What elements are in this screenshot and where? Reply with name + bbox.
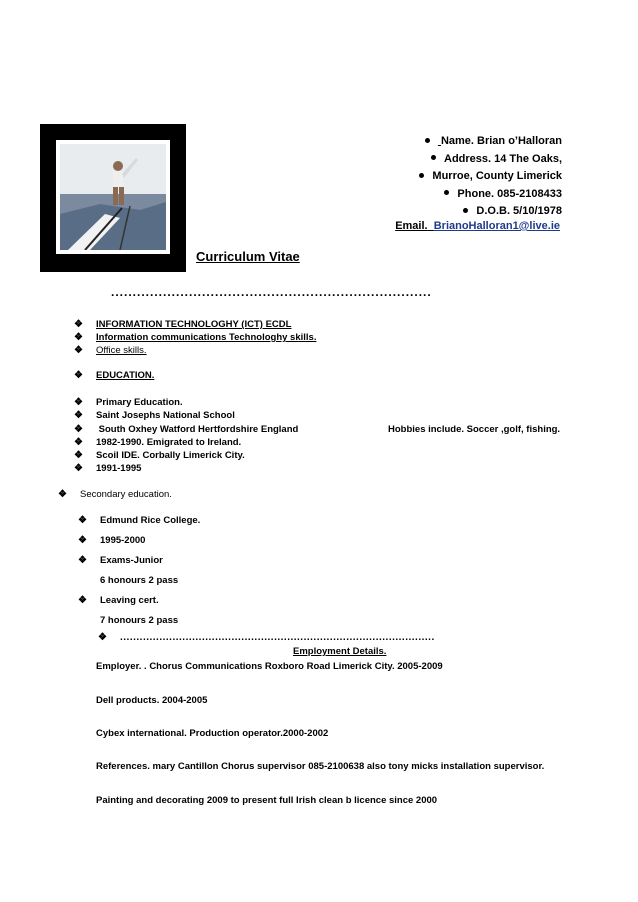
contact-phone-row [419, 186, 562, 204]
list-item [74, 332, 316, 343]
bullet-icon [419, 173, 424, 178]
primary-years: 1982-1990. Emigrated to Ireland. [96, 437, 242, 448]
junior-result: 6 honours 2 pass [100, 575, 179, 586]
employment-cybex: Cybex international. Production operator.2000-2002 [96, 728, 329, 739]
list-item [78, 515, 200, 526]
list-item [78, 535, 145, 546]
diamond-bullet-icon: ❖ [78, 535, 87, 546]
list-item [58, 489, 172, 500]
contact-dob-row [419, 203, 562, 221]
diamond-bullet-icon: ❖ [74, 332, 83, 343]
diamond-bullet-icon: ❖ [58, 489, 67, 500]
contact-address1-row [419, 151, 562, 169]
diamond-bullet-icon: ❖ [74, 319, 83, 330]
employment-heading: Employment Details. [293, 646, 387, 657]
primary-education: Primary Education. [96, 397, 183, 408]
diamond-bullet-icon: ❖ [74, 424, 83, 435]
list-item [74, 437, 241, 448]
bullet-icon [444, 190, 449, 195]
secondary-years: 1995-2000 [100, 535, 146, 546]
diamond-bullet-icon: ❖ [74, 450, 83, 461]
employment-employer: Employer. . Chorus Communications Roxboro Road Limerick City. 2005-2009 [96, 661, 443, 672]
diamond-bullet-icon: ❖ [74, 370, 83, 381]
skill-ict: INFORMATION TECHNOLOGHY (ICT) ECDL [96, 319, 292, 330]
profile-photo [56, 140, 170, 254]
leaving-cert: Leaving cert. [100, 595, 159, 606]
contact-dob: D.O.B. 5/10/1978 [476, 205, 562, 217]
primary-school: Saint Josephs National School [96, 410, 235, 421]
page-title: Curriculum Vitae [196, 249, 300, 264]
list-item [78, 595, 159, 606]
junior-exams: Exams-Junior [100, 555, 163, 566]
profile-photo-image [60, 144, 166, 250]
list-item [74, 424, 298, 435]
employment-references: References. mary Cantillon Chorus supervisor 085-2100638 also tony micks installation supervisor. [96, 761, 545, 772]
diamond-bullet-icon: ❖ [98, 632, 107, 643]
contact-name: Name. Brian o’Halloran [440, 135, 562, 147]
diamond-bullet-icon: ❖ [74, 437, 83, 448]
contact-address-line1: Address. 14 The Oaks, [444, 152, 562, 165]
list-item [74, 370, 154, 381]
employment-painting: Painting and decorating 2009 to present full Irish clean b licence since 2000 [96, 795, 438, 806]
email-link[interactable]: BrianoHalloran1@live.ie [433, 220, 560, 232]
dotted-separator: .......................................................................... [111, 285, 432, 299]
diamond-bullet-icon: ❖ [74, 397, 83, 408]
contact-phone: Phone. 085-2108433 [457, 187, 562, 200]
bullet-icon [463, 208, 468, 213]
skill-ict-communications: Information communications Technologhy skills. [96, 332, 317, 343]
profile-photo-frame [40, 124, 186, 272]
bullet-icon [425, 138, 430, 143]
diamond-bullet-icon: ❖ [78, 595, 87, 606]
diamond-bullet-icon: ❖ [78, 555, 87, 566]
list-item [74, 319, 291, 330]
diamond-bullet-icon: ❖ [74, 463, 83, 474]
list-item [74, 450, 245, 461]
list-item [78, 555, 163, 566]
list-item [74, 463, 141, 474]
contact-address2-row [419, 168, 562, 186]
primary-years-2: 1991-1995 [96, 463, 142, 474]
primary-school-location: South Oxhey Watford Hertfordshire England [98, 424, 299, 435]
contact-email [395, 220, 560, 232]
primary-school-2: Scoil IDE. Corbally Limerick City. [96, 450, 245, 461]
diamond-bullet-icon: ❖ [74, 345, 83, 356]
diamond-bullet-icon: ❖ [74, 410, 83, 421]
contact-address-line2: Murroe, County Limerick [432, 170, 562, 182]
leaving-result: 7 honours 2 pass [100, 615, 179, 626]
skill-office: Office skills. [96, 345, 147, 356]
secondary-school: Edmund Rice College. [100, 515, 201, 526]
list-item [74, 410, 235, 421]
contact-name-row [419, 133, 562, 151]
hobbies: Hobbies include. Soccer ,golf, fishing. [388, 424, 561, 435]
list-item [74, 345, 147, 356]
education-heading: EDUCATION. [96, 370, 155, 381]
secondary-heading: Secondary education. [80, 489, 172, 500]
list-item [98, 632, 120, 643]
employment-dell: Dell products. 2004-2005 [96, 695, 208, 706]
email-label: Email. [395, 220, 428, 232]
contact-details [419, 133, 562, 221]
bullet-icon [431, 155, 436, 160]
dotted-separator-2: ................................................................................................ [120, 632, 435, 643]
diamond-bullet-icon: ❖ [78, 515, 87, 526]
list-item [74, 397, 183, 408]
